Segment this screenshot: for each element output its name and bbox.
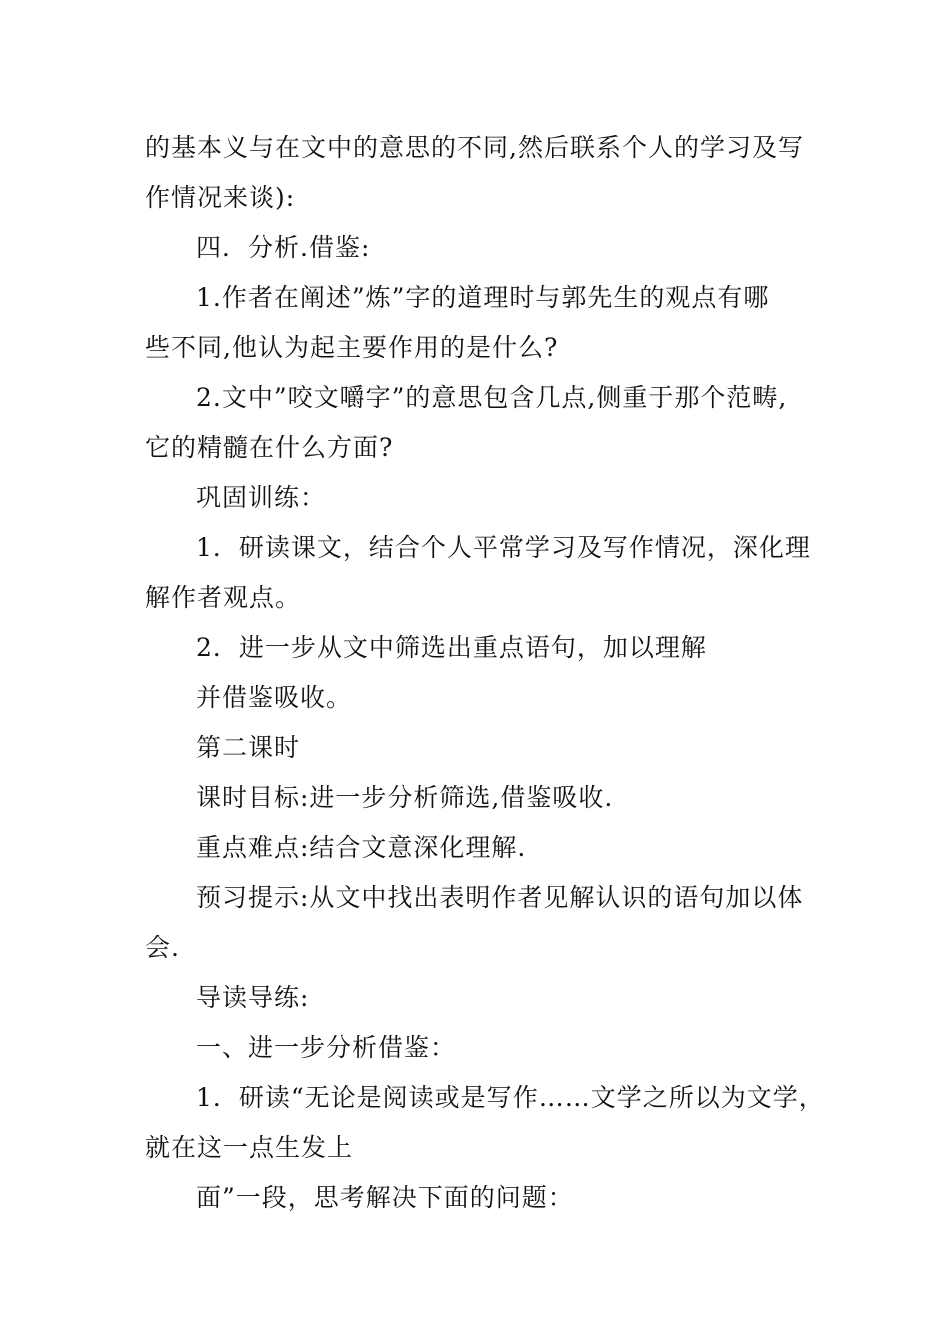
text-line-lesson-goal: 课时目标:进一步分析筛选,借鉴吸收. xyxy=(196,783,614,812)
text-line-practice-1-cont: 解作者观点。 xyxy=(145,583,302,612)
text-line-key-points: 重点难点:结合文意深化理解. xyxy=(196,833,527,862)
text-line-question-2: 2.文中”咬文嚼字”的意思包含几点,侧重于那个范畴, xyxy=(196,383,788,412)
text-line-practice-1: 1．研读课文，结合个人平常学习及写作情况，深化理 xyxy=(196,533,811,562)
text-line-study-1-end: 面”一段，思考解决下面的问题： xyxy=(196,1183,574,1212)
text-line-question-1: 1.作者在阐述”炼”字的道理时与郭先生的观点有哪 xyxy=(196,283,770,312)
text-line-2: 作情况来谈): xyxy=(145,183,296,212)
text-line-study-1-cont: 就在这一点生发上 xyxy=(145,1133,354,1162)
section-heading-analysis: 四．分析.借鉴: xyxy=(196,233,371,262)
text-line-question-1-cont: 些不同,他认为起主要作用的是什么? xyxy=(145,333,559,362)
section-heading-guided-reading: 导读导练: xyxy=(196,983,310,1012)
section-heading-lesson-2: 第二课时 xyxy=(196,733,301,762)
text-line-preview-tip-cont: 会. xyxy=(145,933,180,962)
text-line-1: 的基本义与在文中的意思的不同,然后联系个人的学习及写 xyxy=(145,133,804,162)
text-line-study-1: 1．研读“无论是阅读或是写作……文学之所以为文学， xyxy=(196,1083,825,1112)
text-line-practice-2: 2．进一步从文中筛选出重点语句，加以理解 xyxy=(196,633,707,662)
text-line-question-2-cont: 它的精髓在什么方面? xyxy=(145,433,394,462)
text-line-practice-2-cont: 并借鉴吸收。 xyxy=(196,683,353,712)
text-line-preview-tip: 预习提示:从文中找出表明作者见解认识的语句加以体 xyxy=(196,883,804,912)
subsection-heading-analysis: 一、进一步分析借鉴： xyxy=(196,1033,457,1062)
section-heading-practice: 巩固训练： xyxy=(196,483,327,512)
